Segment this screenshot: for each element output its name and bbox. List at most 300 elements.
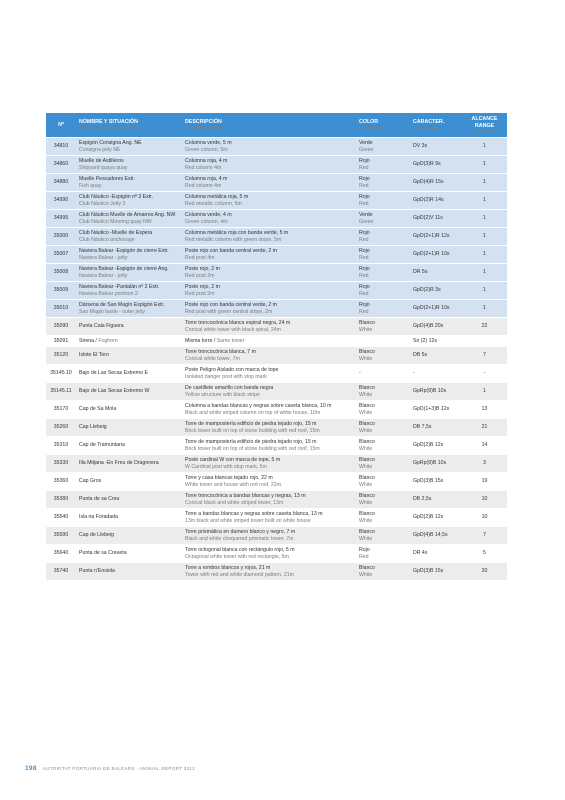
name-es: Club Náutico -Espigón nº 3 Extr.	[79, 194, 153, 201]
cell-number	[46, 300, 76, 318]
desc-en: Green column, 4m	[185, 218, 228, 225]
desc-es: Columna a bandas blancas y negras sobre caseta blanca, 10 m	[185, 403, 332, 410]
cell-name	[76, 473, 182, 491]
color-es: Blanco	[359, 565, 375, 572]
num: 35540	[53, 514, 69, 521]
color-es: Blanco	[359, 349, 375, 356]
table-row	[46, 210, 507, 228]
cell-number	[46, 264, 76, 282]
char: GpD(3)R 9s	[413, 161, 441, 168]
desc-en: Black and white striped column on top of white house, 10m	[185, 409, 321, 416]
color-en: Red	[359, 164, 369, 171]
char: DB 5s	[413, 352, 428, 359]
cell-name	[76, 228, 182, 246]
cell-description	[182, 347, 356, 365]
color-en: Red	[359, 553, 369, 560]
table-row	[46, 563, 507, 581]
range: 1	[483, 305, 486, 312]
desc-es: Columna roja, 4 m	[185, 158, 228, 165]
char: GpD(3)B 15s	[413, 478, 444, 485]
cell-characteristic	[410, 264, 462, 282]
color-en: White	[359, 535, 373, 542]
cell-color	[356, 228, 410, 246]
cell-color	[356, 336, 410, 347]
name-es: Cap de Llebeig	[79, 532, 114, 539]
cell-number	[46, 282, 76, 300]
cell-range	[462, 192, 507, 210]
cell-characteristic	[410, 563, 462, 581]
color-es: Rojo	[359, 284, 370, 291]
range: 7	[483, 532, 486, 539]
name-es: Naviera Balear -Espigón de cierre Ang.	[79, 266, 169, 273]
num: 35640	[53, 550, 69, 557]
range: 1	[483, 197, 486, 204]
num: 34880	[53, 179, 69, 186]
color-es: Blanco	[359, 529, 375, 536]
table-row	[46, 192, 507, 210]
lighthouse-table	[46, 113, 507, 581]
cell-description	[182, 246, 356, 264]
header-description: DESCRIPCIÓN DESCRIPTION	[182, 113, 356, 138]
cell-name	[76, 419, 182, 437]
cell-number	[46, 174, 76, 192]
range: 1	[483, 388, 486, 395]
color-en: Red	[359, 200, 369, 207]
cell-color	[356, 383, 410, 401]
cell-name	[76, 138, 182, 156]
cell-color	[356, 527, 410, 545]
range: 5	[483, 550, 486, 557]
cell-characteristic	[410, 174, 462, 192]
char: GpD(2)R 14s	[413, 197, 444, 204]
cell-range	[462, 401, 507, 419]
num: 35000	[53, 233, 69, 240]
table-row	[46, 527, 507, 545]
char: GpD(1+3)B 12s	[413, 406, 450, 413]
table-row	[46, 509, 507, 527]
cell-characteristic	[410, 300, 462, 318]
desc-es: Torre a rombos blancos y rojos, 21 m	[185, 565, 271, 572]
table-row	[46, 156, 507, 174]
cell-number	[46, 347, 76, 365]
cell-range	[462, 264, 507, 282]
name-es: Bajo de Las Secas Extremo E	[79, 370, 148, 377]
desc-en: Red post 4m	[185, 254, 215, 261]
num: 35145.11	[50, 388, 72, 395]
desc-en: W Cardinal post with stop mark, 5m	[185, 463, 267, 470]
cell-number	[46, 545, 76, 563]
range: 1	[483, 179, 486, 186]
cell-color	[356, 156, 410, 174]
color-en: White	[359, 355, 373, 362]
cell-name	[76, 383, 182, 401]
cell-description	[182, 419, 356, 437]
color-es: Blanco	[359, 475, 375, 482]
range: 13	[481, 406, 488, 413]
cell-description	[182, 383, 356, 401]
range: 3	[483, 460, 486, 467]
range: 1	[483, 161, 486, 168]
cell-description	[182, 473, 356, 491]
num: 35009	[53, 287, 69, 294]
cell-color	[356, 192, 410, 210]
cell-color	[356, 419, 410, 437]
name-en: Naviera Balear pontoon 2	[79, 290, 138, 297]
desc-es: Poste rojo, 2 m	[185, 284, 220, 291]
num: 35380	[53, 496, 69, 503]
name-en: Club Náutico Jetty 3	[79, 200, 126, 207]
cell-color	[356, 318, 410, 336]
color-es: Rojo	[359, 176, 370, 183]
cell-description	[182, 192, 356, 210]
name-es: Punta de sa Creu	[79, 496, 120, 503]
cell-range	[462, 246, 507, 264]
color-en: White	[359, 481, 373, 488]
table-row	[46, 491, 507, 509]
num: 35170	[53, 406, 69, 413]
cell-characteristic	[410, 246, 462, 264]
char: GpD(2)B 12s	[413, 514, 444, 521]
table-row	[46, 473, 507, 491]
table-row	[46, 437, 507, 455]
header-range: ALCANCE RANGE (Millas / Miles)	[462, 113, 507, 138]
char: GpRp(9)B 10s	[413, 460, 447, 467]
name-es: Dársena de San Magín Espigón Extr.	[79, 302, 165, 309]
name-es: Bajo de Las Secas Extremo W	[79, 388, 150, 395]
table-row	[46, 174, 507, 192]
cell-color	[356, 401, 410, 419]
page-footer	[25, 765, 195, 772]
range: 1	[483, 251, 486, 258]
cell-name	[76, 318, 182, 336]
color-es: Rojo	[359, 158, 370, 165]
table-row	[46, 545, 507, 563]
cell-range	[462, 545, 507, 563]
table-row	[46, 401, 507, 419]
cell-color	[356, 264, 410, 282]
cell-name	[76, 192, 182, 210]
desc-es: Torre octogonal blanca con rectángulo rojo, 5 m	[185, 547, 295, 554]
num: 35145.10	[50, 370, 72, 377]
color-es: Blanco	[359, 457, 375, 464]
range: 10	[481, 514, 488, 521]
cell-description	[182, 300, 356, 318]
cell-name	[76, 282, 182, 300]
table-row	[46, 246, 507, 264]
num: 34995	[53, 215, 69, 222]
color-es: Blanco	[359, 439, 375, 446]
cell-characteristic	[410, 401, 462, 419]
cell-number	[46, 383, 76, 401]
color-es: Verde	[359, 140, 373, 147]
cell-range	[462, 336, 507, 347]
desc-es: Poste rojo, 2 m	[185, 266, 220, 273]
name-es: Illa Mitjana -En Freu de Dragonera	[79, 460, 159, 467]
cell-range	[462, 365, 507, 383]
cell-color	[356, 210, 410, 228]
desc-en: 13m black and white striped tower built on white house	[185, 517, 311, 524]
cell-number	[46, 473, 76, 491]
color-es: Rojo	[359, 230, 370, 237]
desc-es: Columna roja, 4 m	[185, 176, 228, 183]
desc-en: Yellow structure with black stripe	[185, 391, 260, 398]
range: 1	[483, 233, 486, 240]
name-es: Naviera Balear -Espigón de cierre Extr.	[79, 248, 169, 255]
desc-es: Torre troncocónica a bandas blancas y negras, 13 m	[185, 493, 306, 500]
cell-range	[462, 491, 507, 509]
cell-color	[356, 347, 410, 365]
cell-number	[46, 401, 76, 419]
cell-description	[182, 156, 356, 174]
cell-range	[462, 282, 507, 300]
name-es: Cap de Sa Mola	[79, 406, 117, 413]
char: -	[413, 370, 415, 377]
cell-description	[182, 210, 356, 228]
range: 22	[481, 323, 488, 330]
cell-name	[76, 491, 182, 509]
range: 7	[483, 352, 486, 359]
cell-color	[356, 365, 410, 383]
cell-name	[76, 300, 182, 318]
desc-en: Conical white tower with black spiral, 24m	[185, 326, 282, 333]
cell-color	[356, 282, 410, 300]
desc-en: White tower and house with red roof, 22m	[185, 481, 282, 488]
cell-color	[356, 563, 410, 581]
cell-characteristic	[410, 545, 462, 563]
cell-number	[46, 491, 76, 509]
header-number: Nº	[46, 113, 76, 138]
desc-es: Torre troncocónica blanca espiral negra, 24 m	[185, 320, 291, 327]
cell-description	[182, 336, 356, 347]
cell-range	[462, 563, 507, 581]
cell-range	[462, 156, 507, 174]
cell-description	[182, 491, 356, 509]
cell-range	[462, 509, 507, 527]
range: 1	[483, 269, 486, 276]
desc-en: Octagonal white tower with red rectangle, 5m	[185, 553, 289, 560]
cell-name	[76, 365, 182, 383]
num: 35260	[53, 424, 69, 431]
color-es: Blanco	[359, 421, 375, 428]
desc-en: Conical black and white striped tower, 13m	[185, 499, 284, 506]
cell-number	[46, 228, 76, 246]
cell-description	[182, 509, 356, 527]
desc-es: Poste Peligro Aislado con marca de tope	[185, 367, 279, 374]
cell-color	[356, 174, 410, 192]
cell-name	[76, 246, 182, 264]
color-en: Red	[359, 272, 369, 279]
char: GpD(2)R 3s	[413, 287, 441, 294]
cell-name	[76, 156, 182, 174]
table-row	[46, 228, 507, 246]
cell-color	[356, 509, 410, 527]
num: 34860	[53, 161, 69, 168]
color-es: Rojo	[359, 266, 370, 273]
name-en: Foghorn	[96, 337, 118, 344]
cell-name	[76, 210, 182, 228]
cell-number	[46, 192, 76, 210]
name-en: Fish quay	[79, 182, 102, 189]
color-es: Rojo	[359, 248, 370, 255]
desc-es: Torre y casa blancas tejado rojo, 22 m	[185, 475, 273, 482]
name-es: Club Náutico -Muelle de Espera	[79, 230, 153, 237]
cell-range	[462, 383, 507, 401]
desc-es: Columna metálica roja con banda verde, 5 m	[185, 230, 289, 237]
cell-number	[46, 138, 76, 156]
desc-es: Poste cardinal W con marca de tope, 5 m	[185, 457, 281, 464]
table-row	[46, 455, 507, 473]
desc-en: Same tower	[215, 337, 245, 344]
cell-description	[182, 455, 356, 473]
desc-en: Red post with green central stripe, 2m	[185, 308, 273, 315]
cell-number	[46, 563, 76, 581]
char: DR 4s	[413, 550, 428, 557]
table-row	[46, 264, 507, 282]
cell-range	[462, 473, 507, 491]
color-en: Red	[359, 254, 369, 261]
num: 35007	[53, 251, 69, 258]
footer-text: AUTORITAT PORTUÀRIA DE BALEARS · ANNUAL REPORT 2012	[42, 766, 196, 771]
cell-name	[76, 563, 182, 581]
char: GpD(4)B 14,5s	[413, 532, 448, 539]
desc-es: Columna verde, 5 m	[185, 140, 232, 147]
name-es: Club Náutico Muelle de Amarres Ang. NW	[79, 212, 176, 219]
cell-name	[76, 401, 182, 419]
cell-characteristic	[410, 210, 462, 228]
cell-number	[46, 527, 76, 545]
name-en: Club Náutico Mooring quay NW	[79, 218, 152, 225]
color-en: White	[359, 517, 373, 524]
color-en: White	[359, 427, 373, 434]
cell-characteristic	[410, 347, 462, 365]
cell-description	[182, 437, 356, 455]
cell-description	[182, 138, 356, 156]
desc-en: Red metallic column with green stripe, 5m	[185, 236, 282, 243]
color-en: White	[359, 445, 373, 452]
desc-en: Brick tower built on top of stone building with red roof, 15m	[185, 445, 320, 452]
desc-en: Green column, 5m	[185, 146, 228, 153]
cell-number	[46, 336, 76, 347]
cell-range	[462, 228, 507, 246]
cell-name	[76, 264, 182, 282]
name-es: Muelle de Astilleros	[79, 158, 124, 165]
char: GpRp(9)B 10s	[413, 388, 447, 395]
cell-range	[462, 455, 507, 473]
name-en: Club Náutico anchorage	[79, 236, 135, 243]
desc-es: Torre de mampostería edificio de piedra tejado rojo, 15 m	[185, 421, 317, 428]
table-row	[46, 318, 507, 336]
color-es: -	[359, 370, 361, 377]
desc-es: Columna metálica roja, 5 m	[185, 194, 249, 201]
desc-en: Red post 2m	[185, 272, 215, 279]
cell-range	[462, 174, 507, 192]
name-es: Espigón Consigna Ang. NE	[79, 140, 142, 147]
cell-description	[182, 228, 356, 246]
cell-characteristic	[410, 318, 462, 336]
color-en: White	[359, 571, 373, 578]
cell-name	[76, 455, 182, 473]
cell-name	[76, 437, 182, 455]
cell-description	[182, 282, 356, 300]
desc-es: Torre troncocónica blanca, 7 m	[185, 349, 256, 356]
num: 35008	[53, 269, 69, 276]
name-es: Isla na Foradada	[79, 514, 118, 521]
char: Sir (2) 12s	[413, 337, 437, 344]
name-es: Punta n'Ensiola	[79, 568, 115, 575]
cell-name	[76, 336, 182, 347]
color-en: Red	[359, 182, 369, 189]
desc-en: Isolated danger post with stop mark	[185, 373, 267, 380]
cell-range	[462, 347, 507, 365]
cell-characteristic	[410, 437, 462, 455]
color-en: Red	[359, 308, 369, 315]
char: GpD(2+1)R 10s	[413, 305, 450, 312]
range: 21	[481, 424, 488, 431]
desc-es: Torre a bandas blancas y negras sobre caseta blanca, 13 m	[185, 511, 323, 518]
name-es: Islote El Toro	[79, 352, 109, 359]
cell-characteristic	[410, 455, 462, 473]
name-en: Naviera Balear - jetty	[79, 254, 128, 261]
cell-characteristic	[410, 491, 462, 509]
cell-description	[182, 527, 356, 545]
desc-es: Poste rojo con banda central verde, 2 m	[185, 248, 277, 255]
cell-name	[76, 347, 182, 365]
cell-characteristic	[410, 419, 462, 437]
color-es: Blanco	[359, 320, 375, 327]
color-en: White	[359, 326, 373, 333]
cell-range	[462, 437, 507, 455]
desc-en: Conical white tower, 7m	[185, 355, 240, 362]
desc-es: Misma torre /	[185, 337, 216, 344]
cell-characteristic	[410, 383, 462, 401]
cell-number	[46, 210, 76, 228]
num: 34990	[53, 197, 69, 204]
num: 35010	[53, 305, 69, 312]
cell-characteristic	[410, 228, 462, 246]
desc-es: De castillete amarillo con banda negra	[185, 385, 274, 392]
desc-en: Tower with red and white diamond pattern, 21m	[185, 571, 294, 578]
cell-number	[46, 156, 76, 174]
name-en: Consigna jetty NE	[79, 146, 121, 153]
color-es: Blanco	[359, 403, 375, 410]
cell-number	[46, 419, 76, 437]
desc-es: Torre de mampostería edificio de piedra tejado rojo, 15 m	[185, 439, 317, 446]
cell-description	[182, 174, 356, 192]
char: GpD(4)R 15s	[413, 179, 444, 186]
cell-range	[462, 527, 507, 545]
cell-description	[182, 264, 356, 282]
cell-characteristic	[410, 192, 462, 210]
color-es: Blanco	[359, 385, 375, 392]
range: 1	[483, 143, 486, 150]
cell-number	[46, 365, 76, 383]
desc-es: Columna verde, 4 m	[185, 212, 232, 219]
char: DV 3s	[413, 143, 428, 150]
cell-range	[462, 138, 507, 156]
table-row	[46, 419, 507, 437]
cell-color	[356, 491, 410, 509]
range: 19	[481, 478, 488, 485]
name-es: Naviera Balear -Pantalán nº 2 Extr.	[79, 284, 160, 291]
color-en: White	[359, 391, 373, 398]
cell-number	[46, 455, 76, 473]
name-en: Naviera Balear - jetty	[79, 272, 128, 279]
char: GpD(3)B 15s	[413, 568, 444, 575]
cell-characteristic	[410, 282, 462, 300]
cell-name	[76, 545, 182, 563]
range: 20	[481, 568, 488, 575]
num: 35740	[53, 568, 69, 575]
